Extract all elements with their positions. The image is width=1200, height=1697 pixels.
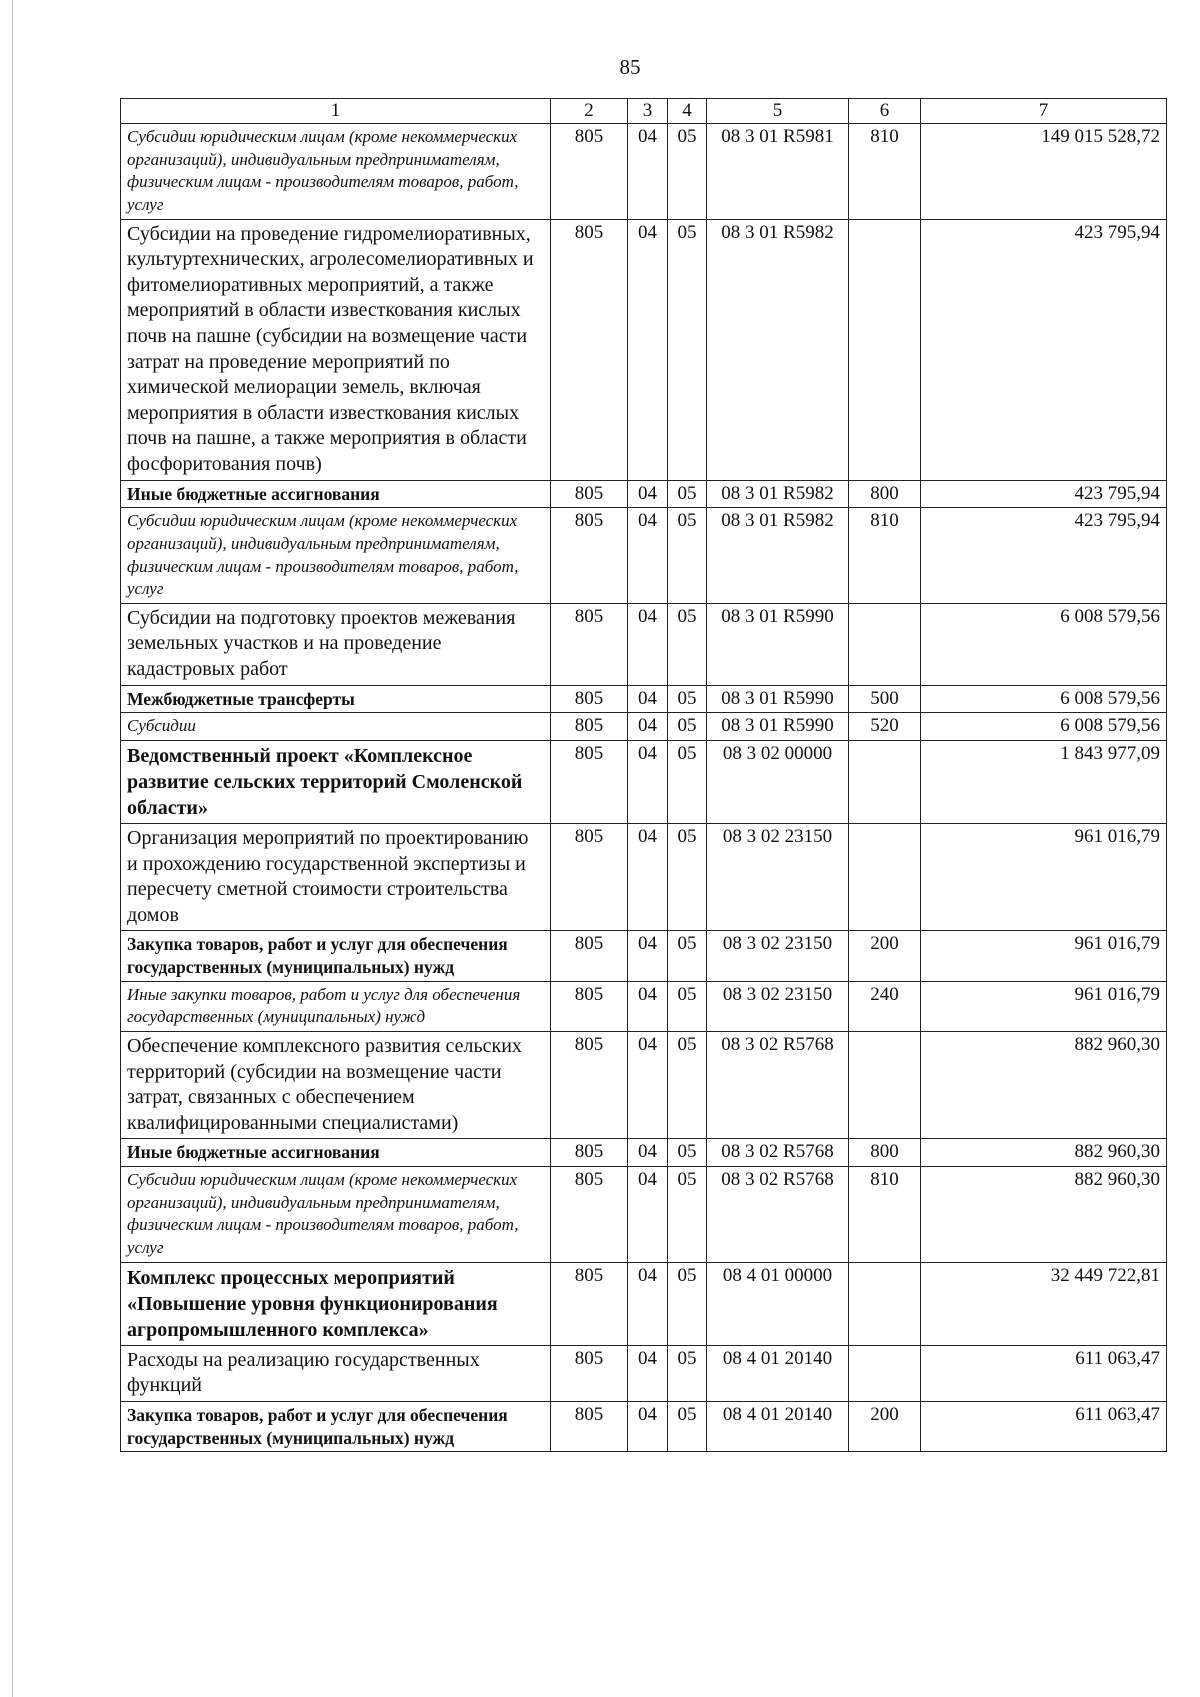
table-row bbox=[121, 1032, 1167, 1139]
budget-table bbox=[120, 98, 1167, 1452]
page-number: 85 bbox=[619, 55, 641, 79]
ministry-code: 805 bbox=[551, 713, 628, 741]
target-article-code: 08 3 01 R5990 bbox=[707, 713, 849, 741]
table-row bbox=[121, 480, 1167, 508]
table-row bbox=[121, 1167, 1167, 1262]
section-code: 04 bbox=[628, 124, 668, 219]
subsection-code: 05 bbox=[668, 685, 707, 713]
section-code: 04 bbox=[628, 508, 668, 603]
item-name: Субсидии bbox=[121, 713, 551, 741]
table-row bbox=[121, 981, 1167, 1031]
target-article-code: 08 3 02 R5768 bbox=[707, 1167, 849, 1262]
expense-type-code bbox=[849, 603, 921, 685]
expense-type-code: 240 bbox=[849, 981, 921, 1031]
column-number: 5 bbox=[707, 99, 849, 124]
amount: 882 960,30 bbox=[921, 1167, 1167, 1262]
item-name: Организация мероприятий по проектированию и прохождению государственной экспертизы и пересчету сметной стоимости строительства домов bbox=[121, 823, 551, 930]
target-article-code: 08 4 01 20140 bbox=[707, 1401, 849, 1452]
subsection-code: 05 bbox=[668, 508, 707, 603]
ministry-code: 805 bbox=[551, 823, 628, 930]
item-name: Субсидии юридическим лицам (кроме некоммерческих организаций), индивидуальным предпринимателям, физическим лицам - производителям товаров, работ, услуг bbox=[121, 124, 551, 219]
section-code: 04 bbox=[628, 480, 668, 508]
table-row bbox=[121, 1401, 1167, 1452]
expense-type-code: 200 bbox=[849, 931, 921, 982]
section-code: 04 bbox=[628, 1167, 668, 1262]
subsection-code: 05 bbox=[668, 1345, 707, 1401]
item-name: Иные закупки товаров, работ и услуг для обеспечения государственных (муниципальных) нужд bbox=[121, 981, 551, 1031]
item-name: Субсидии юридическим лицам (кроме некоммерческих организаций), индивидуальным предпринимателям, физическим лицам - производителям товаров, работ, услуг bbox=[121, 1167, 551, 1262]
subsection-code: 05 bbox=[668, 1167, 707, 1262]
target-article-code: 08 3 02 00000 bbox=[707, 740, 849, 823]
ministry-code: 805 bbox=[551, 124, 628, 219]
expense-type-code: 810 bbox=[849, 1167, 921, 1262]
target-article-code: 08 3 01 R5982 bbox=[707, 480, 849, 508]
subsection-code: 05 bbox=[668, 931, 707, 982]
ministry-code: 805 bbox=[551, 603, 628, 685]
amount: 6 008 579,56 bbox=[921, 603, 1167, 685]
item-name: Закупка товаров, работ и услуг для обеспечения государственных (муниципальных) нужд bbox=[121, 931, 551, 982]
target-article-code: 08 3 01 R5982 bbox=[707, 508, 849, 603]
subsection-code: 05 bbox=[668, 603, 707, 685]
amount: 423 795,94 bbox=[921, 508, 1167, 603]
subsection-code: 05 bbox=[668, 219, 707, 480]
expense-type-code bbox=[849, 1032, 921, 1139]
subsection-code: 05 bbox=[668, 124, 707, 219]
ministry-code: 805 bbox=[551, 740, 628, 823]
table-row bbox=[121, 823, 1167, 930]
subsection-code: 05 bbox=[668, 480, 707, 508]
section-code: 04 bbox=[628, 713, 668, 741]
ministry-code: 805 bbox=[551, 508, 628, 603]
expense-type-code bbox=[849, 740, 921, 823]
amount: 961 016,79 bbox=[921, 823, 1167, 930]
amount: 961 016,79 bbox=[921, 981, 1167, 1031]
amount: 611 063,47 bbox=[921, 1401, 1167, 1452]
column-number: 6 bbox=[849, 99, 921, 124]
table-row bbox=[121, 124, 1167, 219]
table-row bbox=[121, 685, 1167, 713]
expense-type-code bbox=[849, 1345, 921, 1401]
section-code: 04 bbox=[628, 1139, 668, 1167]
target-article-code: 08 3 01 R5981 bbox=[707, 124, 849, 219]
table-row bbox=[121, 508, 1167, 603]
table-row bbox=[121, 219, 1167, 480]
expense-type-code: 810 bbox=[849, 124, 921, 219]
table-row bbox=[121, 740, 1167, 823]
item-name: Иные бюджетные ассигнования bbox=[121, 1139, 551, 1167]
table-row bbox=[121, 1262, 1167, 1345]
target-article-code: 08 3 01 R5990 bbox=[707, 603, 849, 685]
section-code: 04 bbox=[628, 1345, 668, 1401]
item-name: Обеспечение комплексного развития сельских территорий (субсидии на возмещение части затрат, связанных с обеспечением квалифицированными специалистами) bbox=[121, 1032, 551, 1139]
ministry-code: 805 bbox=[551, 931, 628, 982]
column-number: 1 bbox=[121, 99, 551, 124]
section-code: 04 bbox=[628, 1032, 668, 1139]
subsection-code: 05 bbox=[668, 740, 707, 823]
target-article-code: 08 3 01 R5982 bbox=[707, 219, 849, 480]
table-row bbox=[121, 1139, 1167, 1167]
ministry-code: 805 bbox=[551, 1032, 628, 1139]
ministry-code: 805 bbox=[551, 1167, 628, 1262]
target-article-code: 08 3 02 23150 bbox=[707, 823, 849, 930]
amount: 32 449 722,81 bbox=[921, 1262, 1167, 1345]
item-name: Межбюджетные трансферты bbox=[121, 685, 551, 713]
expense-type-code: 810 bbox=[849, 508, 921, 603]
expense-type-code bbox=[849, 1262, 921, 1345]
amount: 423 795,94 bbox=[921, 480, 1167, 508]
amount: 6 008 579,56 bbox=[921, 713, 1167, 741]
item-name: Расходы на реализацию государственных функций bbox=[121, 1345, 551, 1401]
section-code: 04 bbox=[628, 1262, 668, 1345]
target-article-code: 08 4 01 20140 bbox=[707, 1345, 849, 1401]
subsection-code: 05 bbox=[668, 1139, 707, 1167]
section-code: 04 bbox=[628, 931, 668, 982]
item-name: Субсидии на проведение гидромелиоративных, культуртехнических, агролесомелиоративных и фитомелиоративных мероприятий, а также мероприятий в области известкования кислых почв на пашне (субсидии на возмещение части затрат на проведение мероприятий по химической мелиорации земель, включая мероприятия в области известкования кислых почв на пашне, а также мероприятия в области фосфоритования почв) bbox=[121, 219, 551, 480]
ministry-code: 805 bbox=[551, 1401, 628, 1452]
section-code: 04 bbox=[628, 685, 668, 713]
item-name: Ведомственный проект «Комплексное развитие сельских территорий Смоленской области» bbox=[121, 740, 551, 823]
subsection-code: 05 bbox=[668, 1262, 707, 1345]
amount: 961 016,79 bbox=[921, 931, 1167, 982]
expense-type-code bbox=[849, 219, 921, 480]
amount: 882 960,30 bbox=[921, 1032, 1167, 1139]
amount: 882 960,30 bbox=[921, 1139, 1167, 1167]
ministry-code: 805 bbox=[551, 219, 628, 480]
expense-type-code: 800 bbox=[849, 480, 921, 508]
expense-type-code bbox=[849, 823, 921, 930]
target-article-code: 08 3 02 R5768 bbox=[707, 1139, 849, 1167]
column-number: 4 bbox=[668, 99, 707, 124]
item-name: Субсидии юридическим лицам (кроме некоммерческих организаций), индивидуальным предпринимателям, физическим лицам - производителям товаров, работ, услуг bbox=[121, 508, 551, 603]
expense-type-code: 520 bbox=[849, 713, 921, 741]
target-article-code: 08 3 02 R5768 bbox=[707, 1032, 849, 1139]
ministry-code: 805 bbox=[551, 480, 628, 508]
subsection-code: 05 bbox=[668, 823, 707, 930]
budget-table-body bbox=[121, 99, 1167, 1452]
table-row bbox=[121, 1345, 1167, 1401]
item-name: Закупка товаров, работ и услуг для обеспечения государственных (муниципальных) нужд bbox=[121, 1401, 551, 1452]
expense-type-code: 200 bbox=[849, 1401, 921, 1452]
section-code: 04 bbox=[628, 1401, 668, 1452]
target-article-code: 08 3 02 23150 bbox=[707, 931, 849, 982]
table-row bbox=[121, 713, 1167, 741]
expense-type-code: 500 bbox=[849, 685, 921, 713]
column-number: 3 bbox=[628, 99, 668, 124]
amount: 423 795,94 bbox=[921, 219, 1167, 480]
section-code: 04 bbox=[628, 981, 668, 1031]
item-name: Комплекс процессных мероприятий «Повышение уровня функционирования агропромышленного комплекса» bbox=[121, 1262, 551, 1345]
subsection-code: 05 bbox=[668, 713, 707, 741]
subsection-code: 05 bbox=[668, 1032, 707, 1139]
column-number-row bbox=[121, 99, 1167, 124]
amount: 1 843 977,09 bbox=[921, 740, 1167, 823]
section-code: 04 bbox=[628, 603, 668, 685]
section-code: 04 bbox=[628, 740, 668, 823]
ministry-code: 805 bbox=[551, 685, 628, 713]
ministry-code: 805 bbox=[551, 1262, 628, 1345]
amount: 611 063,47 bbox=[921, 1345, 1167, 1401]
target-article-code: 08 3 01 R5990 bbox=[707, 685, 849, 713]
table-row bbox=[121, 931, 1167, 982]
ministry-code: 805 bbox=[551, 1139, 628, 1167]
amount: 6 008 579,56 bbox=[921, 685, 1167, 713]
target-article-code: 08 4 01 00000 bbox=[707, 1262, 849, 1345]
column-number: 2 bbox=[551, 99, 628, 124]
column-number: 7 bbox=[921, 99, 1167, 124]
section-code: 04 bbox=[628, 823, 668, 930]
ministry-code: 805 bbox=[551, 981, 628, 1031]
target-article-code: 08 3 02 23150 bbox=[707, 981, 849, 1031]
scan-margin-line bbox=[12, 0, 13, 1697]
ministry-code: 805 bbox=[551, 1345, 628, 1401]
amount: 149 015 528,72 bbox=[921, 124, 1167, 219]
item-name: Иные бюджетные ассигнования bbox=[121, 480, 551, 508]
expense-type-code: 800 bbox=[849, 1139, 921, 1167]
subsection-code: 05 bbox=[668, 981, 707, 1031]
table-row bbox=[121, 603, 1167, 685]
item-name: Субсидии на подготовку проектов межевания земельных участков и на проведение кадастровых работ bbox=[121, 603, 551, 685]
subsection-code: 05 bbox=[668, 1401, 707, 1452]
section-code: 04 bbox=[628, 219, 668, 480]
